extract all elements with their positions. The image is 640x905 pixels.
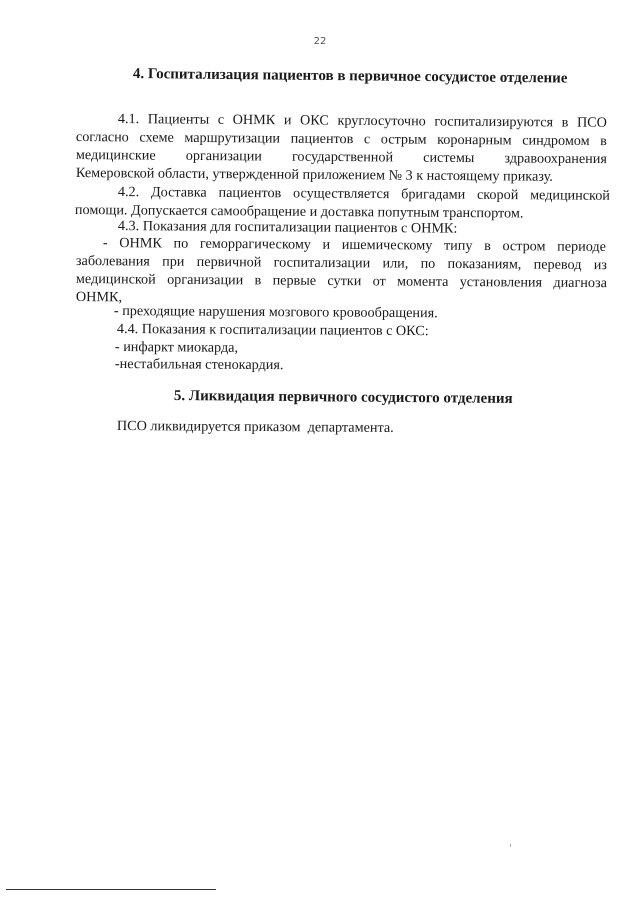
- paragraph-line: медицинской организации в первые сутки от момента установления диагноза: [75, 271, 607, 292]
- footnote-divider: [6, 889, 216, 890]
- section-5-title: 5. Ликвидация первичного сосудистого отделения: [173, 388, 513, 407]
- paragraph-4-4-title: 4.4. Показания к госпитализации пациентов с ОКС:: [116, 321, 429, 340]
- section-4-title: 4. Госпитализация пациентов в первичное сосудистое отделение: [132, 66, 568, 87]
- paragraph-line: медицинские организации государственной системы здравоохранения: [75, 147, 607, 168]
- paragraph-line: 4.1. Пациенты с ОНМК и ОКС круглосуточно госпитализируются в ПСО: [117, 111, 607, 131]
- paragraph-line: помощи. Допускается самообращение и доставка попутным транспортом.: [74, 202, 524, 222]
- page-number: 22: [313, 36, 327, 47]
- paragraph-5: ПСО ликвидируется приказом департамента.: [116, 418, 394, 436]
- paragraph-4-3-item-2: - преходящие нарушения мозгового кровообращения.: [113, 303, 438, 322]
- paragraph-line: - ОНМК по геморрагическому и ишемическому типу в остром периоде: [102, 235, 606, 255]
- paragraph-line: согласно схеме маршрутизации пациентов с острым коронарным синдромом в: [75, 129, 607, 150]
- paragraph-line: заболевания при первичной госпитализации или, по показаниям, перевод из: [75, 253, 607, 274]
- paragraph-line: Кемеровской области, утвержденной приложением № 3 к настоящему приказу.: [75, 165, 553, 185]
- paragraph-line: ОНМК,: [75, 289, 123, 306]
- list-item: -нестабильная стенокардия.: [114, 356, 284, 374]
- paragraph-line: 4.2. Доставка пациентов осуществляется бригадами скорой медицинской: [117, 184, 610, 204]
- paragraph-4-3-title: 4.3. Показания для госпитализации пациентов с ОНМК:: [117, 218, 458, 237]
- scan-mark: [510, 844, 511, 847]
- list-item: - инфаркт миокарда,: [114, 339, 239, 356]
